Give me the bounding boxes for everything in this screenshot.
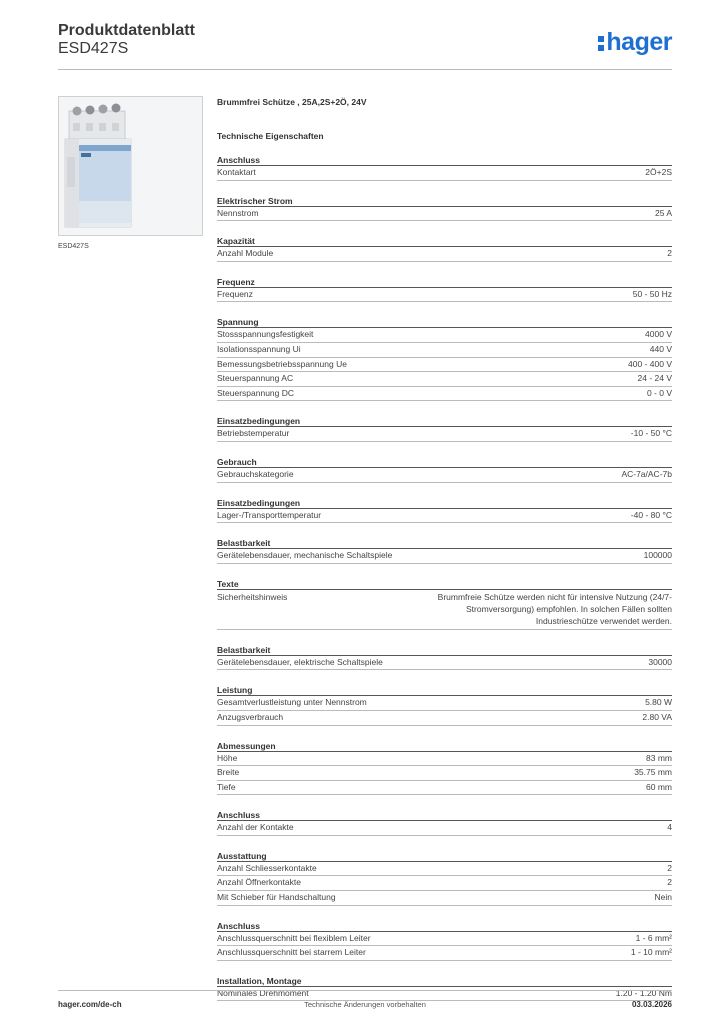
spec-row [217, 372, 672, 387]
spec-group-title: Einsatzbedingungen [217, 415, 672, 427]
spec-group-title: Gebrauch [217, 456, 672, 468]
spec-label: Isolationsspannung Ui [217, 343, 301, 354]
spec-group [217, 920, 672, 961]
spec-label: Sicherheitshinweis [217, 591, 288, 602]
spec-value: 1 - 10 mm² [630, 947, 672, 958]
spec-row [217, 821, 672, 836]
spec-value: 24 - 24 V [637, 373, 672, 384]
spec-label: Gerätelebensdauer, mechanische Schaltspiele [217, 550, 393, 561]
spec-label: Mit Schieber für Handschaltung [217, 892, 336, 903]
spec-value: Brummfreie Schütze werden nicht für intensive Nutzung (24/7-Stromversorgung) empfohlen. In solchen Fällen sollten Industrieschütze verwendet werden. [437, 591, 672, 626]
spec-group-title: Anschluss [217, 920, 672, 932]
spec-group-title: Einsatzbedingungen [217, 497, 672, 509]
spec-group [217, 684, 672, 725]
spec-value: 440 V [649, 343, 672, 354]
hager-logo [598, 28, 672, 57]
spec-label: Höhe [217, 752, 238, 763]
spec-value: 0 - 0 V [646, 387, 672, 398]
spec-label: Stossspannungsfestigkeit [217, 329, 314, 340]
spec-label: Nominales Drehmoment [217, 987, 309, 998]
spec-row [217, 946, 672, 961]
spec-group [217, 809, 672, 836]
page-header [58, 20, 672, 70]
spec-group-title: Elektrischer Strom [217, 195, 672, 207]
spec-group-title: Belastbarkeit [217, 644, 672, 656]
spec-groups [217, 154, 672, 1001]
spec-row [217, 766, 672, 781]
spec-value: 1 - 6 mm² [635, 932, 672, 943]
spec-value: 25 A [654, 207, 672, 218]
spec-row [217, 207, 672, 222]
spec-group-title: Installation, Montage [217, 975, 672, 987]
spec-label: Anzugsverbrauch [217, 711, 284, 722]
spec-value: AC-7a/AC-7b [621, 468, 672, 479]
spec-group-title: Kapazität [217, 235, 672, 247]
spec-row [217, 288, 672, 303]
spec-group-title: Ausstattung [217, 850, 672, 862]
product-name: Brummfrei Schütze , 25A,2S+2Ö, 24V [217, 97, 367, 107]
section-title: Technische Eigenschaften [217, 131, 324, 141]
spec-label: Breite [217, 767, 240, 778]
spec-group [217, 316, 672, 401]
spec-row [217, 656, 672, 671]
spec-group-title: Anschluss [217, 154, 672, 166]
page-footer [58, 990, 672, 1014]
spec-label: Bemessungsbetriebsspannung Ue [217, 358, 347, 369]
spec-label: Betriebstemperatur [217, 428, 290, 439]
spec-row [217, 711, 672, 726]
spec-label: Frequenz [217, 288, 253, 299]
footer-notice: Technische Änderungen vorbehalten [304, 1000, 426, 1009]
spec-label: Anschlussquerschnitt bei starrem Leiter [217, 947, 366, 958]
spec-row [217, 166, 672, 181]
spec-value: 83 mm [646, 752, 672, 763]
spec-label: Steuerspannung AC [217, 373, 294, 384]
spec-value: 35.75 mm [634, 767, 672, 778]
spec-group [217, 497, 672, 524]
spec-value: 100000 [643, 550, 672, 561]
spec-label: Gesamtverlustleistung unter Nennstrom [217, 697, 367, 708]
product-image-caption: ESD427S [58, 243, 89, 250]
spec-label: Anzahl Schliesserkontakte [217, 862, 317, 873]
spec-value: -40 - 80 °C [630, 509, 672, 520]
spec-row [217, 468, 672, 483]
spec-value: -10 - 50 °C [630, 428, 672, 439]
spec-group [217, 415, 672, 442]
logo-colon-mark [598, 31, 604, 51]
spec-group-title: Frequenz [217, 276, 672, 288]
footer-date: 03.03.2026 [631, 1000, 672, 1009]
spec-label: Gerätelebensdauer, elektrische Schaltspiele [217, 656, 383, 667]
spec-value: 400 - 400 V [628, 358, 672, 369]
spec-row [217, 427, 672, 442]
spec-row [217, 590, 672, 630]
spec-value: 1.20 - 1.20 Nm [615, 987, 672, 998]
spec-value: 50 - 50 Hz [632, 288, 672, 299]
spec-row [217, 752, 672, 767]
spec-row [217, 358, 672, 373]
spec-row [217, 876, 672, 891]
spec-group-title: Texte [217, 578, 672, 590]
spec-value: 4000 V [645, 329, 672, 340]
spec-row [217, 387, 672, 402]
footer-website-link[interactable]: hager.com/de-ch [58, 1000, 122, 1009]
spec-value: 2 [667, 248, 672, 259]
spec-group-title: Abmessungen [217, 740, 672, 752]
spec-row [217, 891, 672, 906]
spec-row [217, 247, 672, 262]
spec-group [217, 235, 672, 262]
spec-value: 5.80 W [645, 697, 672, 708]
page-title: Produktdatenblatt [58, 22, 195, 39]
spec-row [217, 862, 672, 877]
spec-row [217, 781, 672, 796]
spec-group [217, 850, 672, 906]
spec-label: Tiefe [217, 781, 236, 792]
spec-label: Anzahl der Kontakte [217, 822, 294, 833]
spec-group [217, 195, 672, 222]
spec-label: Steuerspannung DC [217, 387, 295, 398]
spec-group [217, 276, 672, 303]
spec-group-title: Belastbarkeit [217, 537, 672, 549]
spec-group-title: Spannung [217, 316, 672, 328]
spec-value: 60 mm [646, 781, 672, 792]
spec-group [217, 456, 672, 483]
spec-group [217, 740, 672, 796]
spec-row [217, 696, 672, 711]
spec-group [217, 154, 672, 181]
spec-group [217, 578, 672, 630]
spec-row [217, 509, 672, 524]
spec-group-title: Anschluss [217, 809, 672, 821]
spec-value: 2.80 VA [642, 711, 672, 722]
spec-label: Anzahl Module [217, 248, 274, 259]
spec-value: Nein [654, 892, 672, 903]
product-image [58, 96, 203, 236]
spec-row [217, 932, 672, 947]
spec-group [217, 644, 672, 671]
spec-value: 4 [667, 822, 672, 833]
spec-label: Nennstrom [217, 207, 259, 218]
spec-label: Kontaktart [217, 167, 256, 177]
spec-value: 2 [667, 862, 672, 873]
spec-row [217, 549, 672, 564]
spec-label: Gebrauchskategorie [217, 468, 294, 479]
spec-label: Lager-/Transporttemperatur [217, 509, 322, 520]
spec-group-title: Leistung [217, 684, 672, 696]
spec-label: Anschlussquerschnitt bei flexiblem Leiter [217, 932, 371, 943]
spec-value: 30000 [648, 656, 672, 667]
contactor-illustration [59, 97, 202, 235]
logo-text: hager [606, 28, 672, 56]
spec-label: Anzahl Öffnerkontakte [217, 877, 301, 888]
spec-row [217, 343, 672, 358]
spec-value: 2 [667, 877, 672, 888]
spec-value: 2Ö+2S [645, 167, 672, 177]
spec-row [217, 328, 672, 343]
specs-area [217, 96, 672, 1001]
product-code: ESD427S [58, 40, 129, 57]
spec-group [217, 537, 672, 564]
